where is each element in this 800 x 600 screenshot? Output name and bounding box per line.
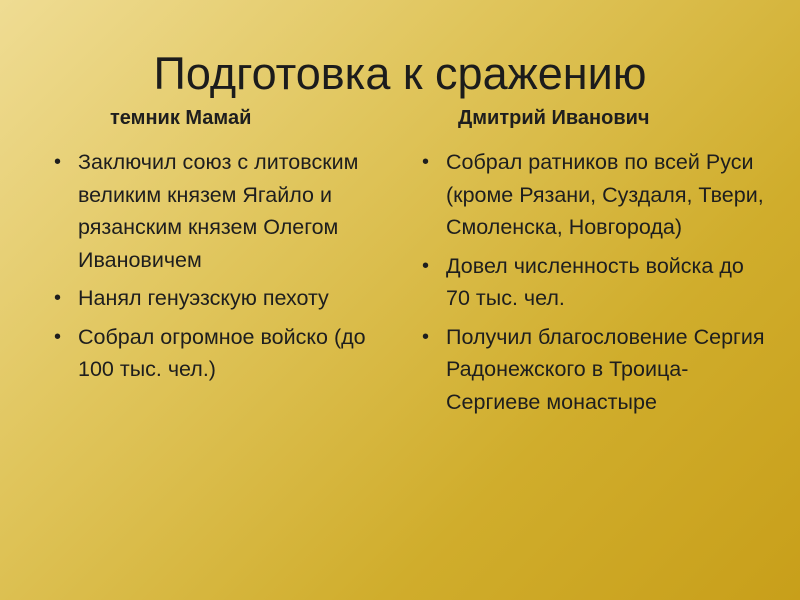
list-item: [418, 146, 768, 244]
list-item: [50, 146, 380, 276]
bullet-icon: •: [422, 325, 430, 348]
right-bullet-list: [418, 146, 768, 418]
list-item: [418, 321, 768, 419]
bullet-icon: •: [422, 254, 430, 277]
bullet-icon: •: [422, 151, 430, 173]
left-column: [50, 104, 380, 392]
left-column-heading: темник Мамай: [110, 107, 252, 129]
list-item-text: Нанял генуэзскую пехоту: [78, 286, 329, 310]
list-item-text: Собрал огромное войско (до 100 тыс. чел.): [78, 324, 366, 381]
left-bullet-list: [50, 146, 380, 386]
right-column: [418, 104, 768, 424]
list-item-text: Заключил союз с литовским великим князем Ягайло и рязанским князем Олегом Ивановичем: [78, 150, 359, 272]
list-item-text: Собрал ратников по всей Руси (кроме Рязани, Суздаля, Твери, Смоленска, Новгорода): [446, 150, 764, 239]
bullet-icon: •: [54, 325, 62, 348]
list-item: [418, 250, 768, 315]
right-column-heading: Дмитрий Иванович: [458, 107, 650, 129]
slide-title: Подготовка к сражению: [153, 48, 647, 99]
bullet-icon: •: [54, 287, 62, 309]
list-item: [50, 321, 380, 386]
list-item: [50, 282, 380, 315]
list-item-text: Довел численность войска до 70 тыс. чел.: [446, 253, 744, 310]
bullet-icon: •: [54, 151, 62, 173]
list-item-text: Получил благословение Сергия Радонежского в Троица-Сергиеве монастыре: [446, 324, 765, 414]
